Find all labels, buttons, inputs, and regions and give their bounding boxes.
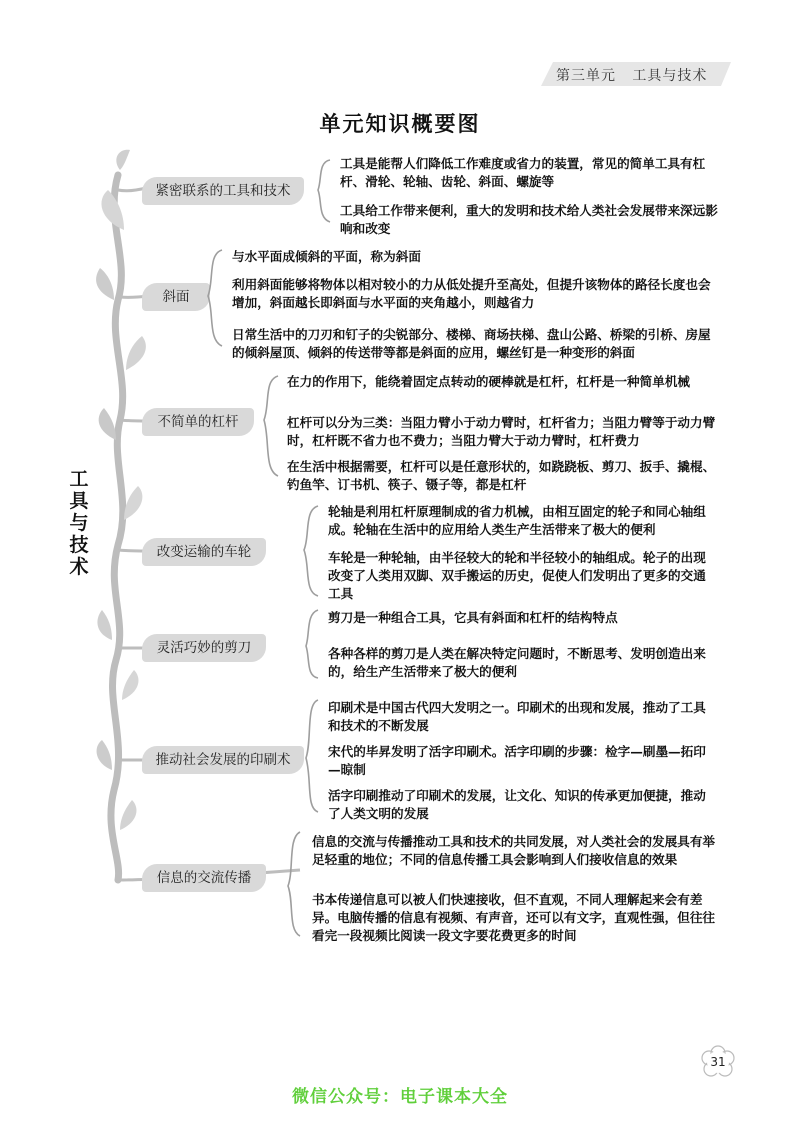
desc-incline-3: 日常生活中的刀刃和钉子的尖锐部分、楼梯、商场扶梯、盘山公路、桥梁的引桥、房屋的倾斜屋顶、倾斜的传送带等都是斜面的应用，螺丝钉是一种变形的斜面 [232,327,711,360]
desc-lever-2: 杠杆可以分为三类：当阻力臂小于动力臂时，杠杆省力；当阻力臂等于动力臂时，杠杆既不省力也不费力；当阻力臂大于动力臂时，杠杆费力 [287,415,716,448]
desc-printing-1: 印刷术是中国古代四大发明之一。印刷术的出现和发展，推动了工具和技术的不断发展 [328,700,706,733]
desc-tools-tech-2: 工具给工作带来便利，重大的发明和技术给人类社会发展带来深远影响和改变 [340,203,718,236]
header-topic: 工具与技术 [632,68,708,84]
branch-pill-scissors: 灵活巧妙的剪刀 [142,634,266,662]
root-label-char: 具 [69,490,89,512]
page-number: 31 [710,1055,726,1069]
desc-printing-2: 宋代的毕昇发明了活字印刷术。活字印刷的步骤：检字—刷墨—拓印—晾制 [328,744,706,777]
branch-pill-lever: 不简单的杠杆 [142,408,254,436]
branch-pill-tools-tech: 紧密联系的工具和技术 [142,177,304,205]
desc-tools-tech-1: 工具是能帮人们降低工作难度或省力的装置，常见的简单工具有杠杆、滑轮、轮轴、齿轮、斜面、螺旋等 [340,156,706,189]
root-label-char: 与 [69,512,89,534]
branch-pill-info: 信息的交流传播 [142,864,266,892]
branch-pill-incline: 斜面 [142,283,210,311]
branch-pill-wheel: 改变运输的车轮 [142,538,266,566]
desc-info-2: 书本传递信息可以被人们快速接收，但不直观，不同人理解起来会有差异。电脑传播的信息有视频、有声音，还可以有文字，直观性强，但往往看完一段视频比阅读一段文字要花费更多的时间 [312,892,715,943]
desc-printing-3: 活字印刷推动了印刷术的发展，让文化、知识的传承更加便捷，推动了人类文明的发展 [328,788,706,821]
page-title: 单元知识概要图 [319,111,481,136]
root-label-char: 工 [69,468,89,490]
desc-lever-1: 在力的作用下，能绕着固定点转动的硬棒就是杠杆，杠杆是一种简单机械 [287,374,690,389]
desc-scissors-1: 剪刀是一种组合工具，它具有斜面和杠杆的结构特点 [328,610,618,625]
root-label-char: 技 [69,534,89,556]
desc-lever-3: 在生活中根据需要，杠杆可以是任意形状的，如跷跷板、剪刀、扳手、撬棍、钓鱼竿、订书机、筷子、镊子等，都是杠杆 [287,459,716,492]
watermark: 微信公众号：电子课本大全 [292,1087,508,1107]
desc-scissors-2: 各种各样的剪刀是人类在解决特定问题时，不断思考、发明创造出来的，给生产生活带来了极大的便利 [328,646,706,679]
desc-wheel-1: 轮轴是利用杠杆原理制成的省力机械，由相互固定的轮子和同心轴组成。轮轴在生活中的应用给人类生产生活带来了极大的便利 [328,504,706,537]
root-label-char: 术 [69,556,89,578]
desc-wheel-2: 车轮是一种轮轴，由半径较大的轮和半径较小的轴组成。轮子的出现改变了人类用双脚、双手搬运的历史，促使人们发明出了更多的交通工具 [328,550,706,601]
branch-pill-printing: 推动社会发展的印刷术 [142,746,304,774]
header-unit: 第三单元 [556,68,616,84]
desc-info-1: 信息的交流与传播推动工具和技术的共同发展，对人类社会的发展具有举足轻重的地位；不同的信息传播工具会影响到人们接收信息的效果 [312,834,715,867]
desc-incline-1: 与水平面成倾斜的平面，称为斜面 [232,249,421,264]
desc-incline-2: 利用斜面能够将物体以相对较小的力从低处提升至高处，但提升该物体的路径长度也会增加，斜面越长即斜面与水平面的夹角越小，则越省力 [232,277,711,310]
